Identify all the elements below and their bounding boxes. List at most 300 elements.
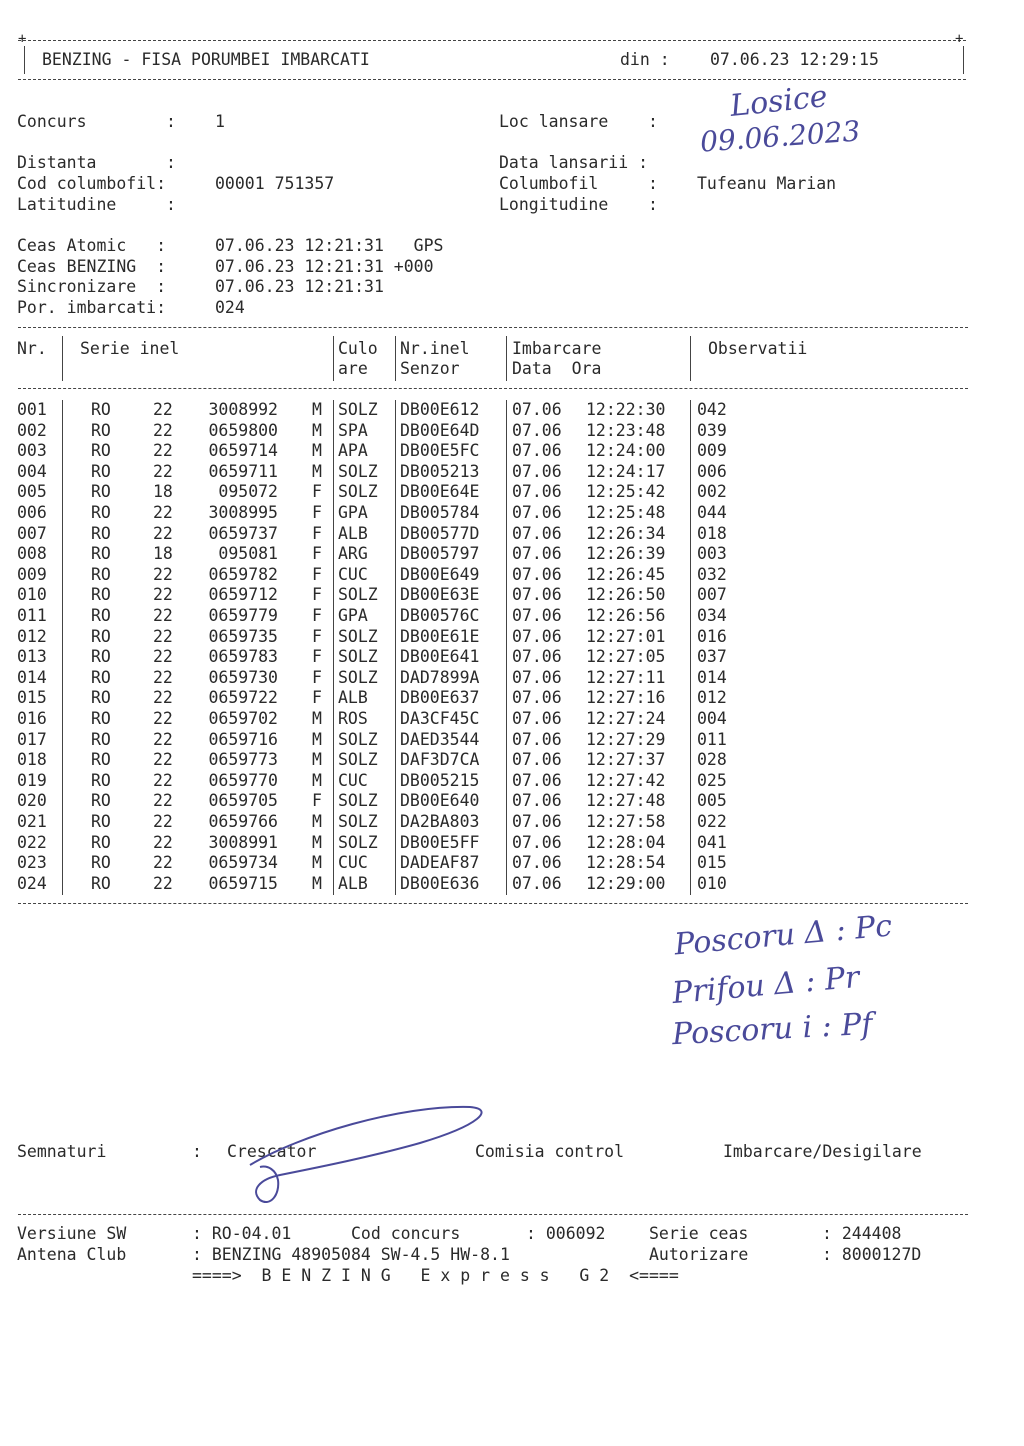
- cell-inel: 0659773: [208, 750, 278, 770]
- table-row: [0, 750, 1024, 771]
- table-col-divider-5: [690, 336, 691, 381]
- cell-sex: M: [312, 873, 322, 893]
- table-col-divider: [333, 688, 334, 709]
- table-col-divider: [62, 688, 63, 709]
- cell-nr: 013: [17, 647, 47, 667]
- table-col-divider: [690, 503, 691, 524]
- table-col-divider: [690, 400, 691, 421]
- cell-culoare: GPA: [338, 503, 368, 522]
- cell-ora: 12:24:00: [586, 441, 666, 461]
- cell-obs: 012: [697, 688, 727, 708]
- cell-sex: M: [312, 750, 322, 770]
- table-col-divider: [62, 400, 63, 421]
- autorizare-value: : 8000127D: [822, 1245, 922, 1264]
- th-observatii: Observatii: [708, 339, 808, 358]
- header-top-border: [18, 40, 966, 41]
- table-col-divider: [62, 730, 63, 751]
- cell-an: 22: [153, 729, 173, 749]
- th-culoare-2: are: [338, 359, 368, 378]
- table-col-divider: [395, 647, 396, 668]
- table-col-divider: [506, 524, 507, 545]
- cell-nr: 005: [17, 482, 47, 502]
- cell-tara: RO: [91, 832, 111, 852]
- serie-ceas-label: Serie ceas: [649, 1224, 749, 1243]
- cell-inel: 0659730: [208, 667, 278, 687]
- cell-data: 07.06: [512, 461, 562, 481]
- cell-ora: 12:27:24: [586, 709, 666, 728]
- table-col-divider: [395, 524, 396, 545]
- cell-data: 07.06: [512, 770, 562, 790]
- cell-culoare: CUC: [338, 853, 368, 873]
- table-col-divider: [62, 585, 63, 606]
- comisia-control-label: Comisia control: [475, 1142, 625, 1161]
- cell-ora: 12:27:58: [586, 812, 666, 831]
- table-col-divider: [506, 503, 507, 524]
- table-row: [0, 791, 1024, 812]
- table-col-divider: [690, 462, 691, 483]
- table-col-divider: [333, 627, 334, 648]
- th-serie-inel: Serie inel: [80, 339, 180, 358]
- cell-inel: 0659800: [208, 420, 278, 440]
- cell-nr: 009: [17, 564, 47, 584]
- table-col-divider: [62, 544, 63, 565]
- table-col-divider: [506, 441, 507, 462]
- table-col-divider: [690, 750, 691, 771]
- cell-data: 07.06: [512, 832, 562, 852]
- table-row: [0, 482, 1024, 503]
- columbofil-value: Tufeanu Marian: [697, 174, 837, 193]
- cell-culoare: SOLZ: [338, 626, 378, 646]
- table-col-divider: [690, 482, 691, 503]
- cell-inel: 095081: [218, 544, 278, 564]
- cell-sex: M: [312, 729, 322, 749]
- cell-sex: M: [312, 709, 322, 728]
- cell-nr: 003: [17, 441, 47, 461]
- cell-senzor: DB00E649: [400, 564, 480, 584]
- table-col-divider: [506, 627, 507, 648]
- table-col-divider: [62, 874, 63, 895]
- cell-obs: 028: [697, 750, 727, 770]
- cell-an: 18: [153, 544, 173, 564]
- cell-obs: 022: [697, 812, 727, 831]
- cell-obs: 002: [697, 482, 727, 502]
- table-col-divider: [333, 853, 334, 874]
- table-row: [0, 441, 1024, 462]
- cell-senzor: DB00577D: [400, 523, 480, 543]
- table-col-divider: [333, 771, 334, 792]
- cell-sex: F: [312, 626, 322, 646]
- table-col-divider: [62, 606, 63, 627]
- table-col-divider: [62, 565, 63, 586]
- table-col-divider: [333, 709, 334, 730]
- table-col-divider: [506, 647, 507, 668]
- cell-an: 22: [153, 420, 173, 440]
- cell-nr: 024: [17, 873, 47, 893]
- table-col-divider: [395, 462, 396, 483]
- table-row: [0, 709, 1024, 730]
- table-col-divider: [506, 462, 507, 483]
- cell-data: 07.06: [512, 873, 562, 893]
- cell-data: 07.06: [512, 853, 562, 873]
- cell-senzor: DAD7899A: [400, 667, 480, 687]
- cell-sex: M: [312, 832, 322, 852]
- cell-inel: 0659711: [208, 461, 278, 481]
- table-col-divider: [506, 565, 507, 586]
- th-nr: Nr.: [17, 339, 47, 358]
- cell-tara: RO: [91, 564, 111, 584]
- table-col-divider: [333, 585, 334, 606]
- cell-obs: 034: [697, 606, 727, 625]
- cell-an: 22: [153, 770, 173, 790]
- cell-sex: F: [312, 482, 322, 502]
- cell-nr: 018: [17, 750, 47, 770]
- cell-data: 07.06: [512, 523, 562, 543]
- table-row: [0, 585, 1024, 606]
- table-col-divider: [333, 503, 334, 524]
- cell-obs: 003: [697, 544, 727, 564]
- cell-nr: 020: [17, 791, 47, 811]
- table-col-divider: [333, 400, 334, 421]
- cell-tara: RO: [91, 647, 111, 667]
- cell-nr: 017: [17, 729, 47, 749]
- ceas-atomic-value: 07.06.23 12:21:31 GPS: [215, 236, 444, 255]
- cell-tara: RO: [91, 750, 111, 770]
- cell-sex: F: [312, 523, 322, 543]
- cell-tara: RO: [91, 420, 111, 440]
- table-row: [0, 833, 1024, 854]
- table-col-divider: [333, 750, 334, 771]
- cell-senzor: DB00E636: [400, 873, 480, 893]
- cell-an: 22: [153, 564, 173, 584]
- cell-culoare: SOLZ: [338, 832, 378, 852]
- benzing-express-banner: ====> B E N Z I N G E x p r e s s G 2 <====: [192, 1266, 679, 1285]
- cell-nr: 007: [17, 523, 47, 543]
- cell-ora: 12:25:48: [586, 503, 666, 522]
- table-col-divider: [506, 482, 507, 503]
- table-col-divider: [395, 750, 396, 771]
- header-title: BENZING - FISA PORUMBEI IMBARCATI: [42, 50, 370, 69]
- table-row: [0, 668, 1024, 689]
- sincronizare-label: Sincronizare :: [17, 277, 167, 296]
- cell-data: 07.06: [512, 482, 562, 502]
- table-col-divider: [62, 647, 63, 668]
- table-col-divider: [333, 441, 334, 462]
- table-col-divider: [62, 482, 63, 503]
- cell-inel: 0659712: [208, 585, 278, 605]
- cell-sex: M: [312, 812, 322, 831]
- cell-senzor: DB00E5FF: [400, 832, 480, 852]
- table-col-divider: [690, 791, 691, 812]
- table-col-divider: [506, 688, 507, 709]
- por-imbarcati-value: 024: [215, 298, 245, 317]
- cell-nr: 006: [17, 503, 47, 522]
- cell-sex: M: [312, 420, 322, 440]
- cell-culoare: SOLZ: [338, 667, 378, 687]
- table-col-divider: [62, 524, 63, 545]
- table-col-divider: [690, 833, 691, 854]
- table-header-bottom-border: [18, 388, 968, 389]
- cell-inel: 0659715: [208, 873, 278, 893]
- table-col-divider: [333, 791, 334, 812]
- table-col-divider: [506, 606, 507, 627]
- table-col-divider: [690, 565, 691, 586]
- cell-senzor: DB00E612: [400, 400, 480, 419]
- table-col-divider: [395, 853, 396, 874]
- cell-nr: 016: [17, 709, 47, 728]
- cell-culoare: SOLZ: [338, 791, 378, 811]
- cell-nr: 010: [17, 585, 47, 605]
- table-col-divider: [333, 482, 334, 503]
- th-culoare-1: Culo: [338, 339, 378, 358]
- cell-culoare: ALB: [338, 523, 368, 543]
- table-col-divider: [506, 709, 507, 730]
- antena-club-label: Antena Club: [17, 1245, 127, 1264]
- table-top-border: [18, 327, 968, 328]
- table-row: [0, 812, 1024, 833]
- table-col-divider-3: [395, 336, 396, 381]
- cell-data: 07.06: [512, 626, 562, 646]
- longitudine-label: Longitudine :: [499, 195, 658, 214]
- cell-inel: 0659782: [208, 564, 278, 584]
- cell-senzor: DB00E640: [400, 791, 480, 811]
- table-col-divider: [333, 462, 334, 483]
- table-col-divider: [62, 853, 63, 874]
- signature-scribble: [220, 1095, 500, 1210]
- cell-an: 22: [153, 400, 173, 419]
- table-col-divider: [395, 709, 396, 730]
- cell-tara: RO: [91, 585, 111, 605]
- cell-senzor: DB00E641: [400, 647, 480, 667]
- cell-obs: 011: [697, 729, 727, 749]
- handwritten-note-1: Poscoru Δ : Pc: [672, 908, 894, 963]
- table-col-divider: [506, 874, 507, 895]
- cell-sex: F: [312, 544, 322, 564]
- table-col-divider: [333, 730, 334, 751]
- th-nr-inel-1: Nr.inel: [400, 339, 470, 358]
- cell-culoare: APA: [338, 441, 368, 461]
- cell-tara: RO: [91, 400, 111, 419]
- table-col-divider: [690, 524, 691, 545]
- cell-ora: 12:23:48: [586, 420, 666, 440]
- cell-inel: 3008995: [208, 503, 278, 522]
- cell-tara: RO: [91, 503, 111, 522]
- table-col-divider: [690, 668, 691, 689]
- cell-culoare: ALB: [338, 873, 368, 893]
- cell-culoare: SOLZ: [338, 461, 378, 481]
- table-col-divider: [333, 421, 334, 442]
- cell-obs: 014: [697, 667, 727, 687]
- cell-obs: 044: [697, 503, 727, 522]
- imbarcare-desigilare-label: Imbarcare/Desigilare: [723, 1142, 922, 1161]
- cell-data: 07.06: [512, 791, 562, 811]
- cell-obs: 005: [697, 791, 727, 811]
- cell-culoare: ROS: [338, 709, 368, 728]
- table-row: [0, 874, 1024, 895]
- cell-an: 22: [153, 853, 173, 873]
- cell-sex: F: [312, 667, 322, 687]
- cell-an: 22: [153, 709, 173, 728]
- table-col-divider: [62, 833, 63, 854]
- cell-tara: RO: [91, 482, 111, 502]
- table-col-divider: [690, 627, 691, 648]
- cell-tara: RO: [91, 626, 111, 646]
- cell-sex: M: [312, 461, 322, 481]
- table-col-divider: [506, 812, 507, 833]
- cell-an: 22: [153, 791, 173, 811]
- cell-data: 07.06: [512, 750, 562, 770]
- cell-sex: F: [312, 606, 322, 625]
- cell-senzor: DA2BA803: [400, 812, 480, 831]
- cell-nr: 002: [17, 420, 47, 440]
- table-col-divider: [506, 730, 507, 751]
- cell-inel: 0659702: [208, 709, 278, 728]
- table-col-divider: [690, 688, 691, 709]
- table-col-divider: [395, 482, 396, 503]
- table-row: [0, 421, 1024, 442]
- cell-an: 22: [153, 461, 173, 481]
- ceas-benzing-value: 07.06.23 12:21:31 +000: [215, 257, 434, 276]
- cell-data: 07.06: [512, 812, 562, 831]
- header-din-value: 07.06.23 12:29:15: [710, 50, 879, 69]
- cell-an: 22: [153, 585, 173, 605]
- cell-senzor: DADEAF87: [400, 853, 480, 873]
- cell-obs: 010: [697, 873, 727, 893]
- cell-inel: 3008992: [208, 400, 278, 419]
- table-col-divider: [690, 853, 691, 874]
- cell-ora: 12:26:50: [586, 585, 666, 605]
- cell-inel: 0659705: [208, 791, 278, 811]
- cell-senzor: DA3CF45C: [400, 709, 480, 728]
- por-imbarcati-label: Por. imbarcati:: [17, 298, 167, 317]
- cell-obs: 015: [697, 853, 727, 873]
- cell-culoare: GPA: [338, 606, 368, 625]
- table-col-divider: [506, 833, 507, 854]
- cell-senzor: DB00E63E: [400, 585, 480, 605]
- table-row: [0, 565, 1024, 586]
- ceas-atomic-label: Ceas Atomic :: [17, 236, 167, 255]
- cell-nr: 008: [17, 544, 47, 564]
- cell-data: 07.06: [512, 647, 562, 667]
- cell-nr: 023: [17, 853, 47, 873]
- cell-senzor: DB00E637: [400, 688, 480, 708]
- table-col-divider: [333, 833, 334, 854]
- cell-nr: 015: [17, 688, 47, 708]
- cell-ora: 12:28:54: [586, 853, 666, 873]
- ceas-benzing-label: Ceas BENZING :: [17, 257, 167, 276]
- cell-an: 22: [153, 873, 173, 893]
- cell-culoare: SOLZ: [338, 400, 378, 419]
- cell-sex: M: [312, 441, 322, 461]
- table-col-divider: [62, 668, 63, 689]
- cell-data: 07.06: [512, 606, 562, 625]
- table-col-divider: [333, 874, 334, 895]
- table-col-divider: [395, 544, 396, 565]
- cell-data: 07.06: [512, 729, 562, 749]
- table-col-divider: [690, 730, 691, 751]
- table-col-divider: [506, 791, 507, 812]
- cell-ora: 12:26:45: [586, 564, 666, 584]
- cell-tara: RO: [91, 441, 111, 461]
- cell-obs: 006: [697, 461, 727, 481]
- data-lansarii-label: Data lansarii :: [499, 153, 649, 172]
- cell-nr: 021: [17, 812, 47, 831]
- cell-tara: RO: [91, 770, 111, 790]
- table-col-divider: [506, 585, 507, 606]
- cell-obs: 018: [697, 523, 727, 543]
- table-col-divider: [506, 750, 507, 771]
- cell-senzor: DAED3544: [400, 729, 480, 749]
- cell-senzor: DB00E64D: [400, 420, 480, 440]
- table-col-divider: [395, 812, 396, 833]
- cell-culoare: ARG: [338, 544, 368, 564]
- cell-nr: 011: [17, 606, 47, 625]
- table-col-divider: [690, 606, 691, 627]
- cell-ora: 12:27:11: [586, 667, 666, 687]
- table-col-divider: [506, 771, 507, 792]
- cell-ora: 12:28:04: [586, 832, 666, 852]
- table-col-divider: [395, 503, 396, 524]
- cell-data: 07.06: [512, 688, 562, 708]
- cell-inel: 0659737: [208, 523, 278, 543]
- table-col-divider: [333, 812, 334, 833]
- cell-data: 07.06: [512, 564, 562, 584]
- cell-tara: RO: [91, 544, 111, 564]
- table-col-divider: [690, 585, 691, 606]
- cell-ora: 12:27:42: [586, 770, 666, 790]
- footer-top-border: [18, 1214, 968, 1215]
- table-col-divider: [690, 421, 691, 442]
- cell-senzor: DB005213: [400, 461, 480, 481]
- cell-senzor: DB00576C: [400, 606, 480, 625]
- cell-inel: 0659722: [208, 688, 278, 708]
- cell-nr: 022: [17, 832, 47, 852]
- table-col-divider: [395, 606, 396, 627]
- cell-nr: 019: [17, 770, 47, 790]
- cell-inel: 0659766: [208, 812, 278, 831]
- table-col-divider: [395, 688, 396, 709]
- cell-an: 22: [153, 606, 173, 625]
- cell-inel: 3008991: [208, 832, 278, 852]
- cell-tara: RO: [91, 873, 111, 893]
- cell-obs: 009: [697, 441, 727, 461]
- cell-data: 07.06: [512, 585, 562, 605]
- cell-obs: 037: [697, 647, 727, 667]
- table-col-divider: [506, 544, 507, 565]
- table-col-divider: [62, 462, 63, 483]
- table-col-divider: [690, 441, 691, 462]
- table-row: [0, 606, 1024, 627]
- cell-ora: 12:27:29: [586, 729, 666, 749]
- cell-obs: 025: [697, 770, 727, 790]
- cod-columbofil-value: 00001 751357: [215, 174, 335, 193]
- table-bottom-border: [18, 903, 968, 904]
- cell-inel: 0659779: [208, 606, 278, 625]
- cell-an: 22: [153, 812, 173, 831]
- table-col-divider: [506, 400, 507, 421]
- table-col-divider: [333, 524, 334, 545]
- table-row: [0, 544, 1024, 565]
- header-din-label: din :: [620, 50, 670, 69]
- cell-ora: 12:29:00: [586, 873, 666, 893]
- cell-obs: 039: [697, 420, 727, 440]
- th-imbarcare-2: Data Ora: [512, 359, 602, 378]
- cell-culoare: ALB: [338, 688, 368, 708]
- cell-ora: 12:26:39: [586, 544, 666, 564]
- cell-ora: 12:26:56: [586, 606, 666, 625]
- table-col-divider: [690, 771, 691, 792]
- cell-nr: 004: [17, 461, 47, 481]
- th-imbarcare-1: Imbarcare: [512, 339, 602, 358]
